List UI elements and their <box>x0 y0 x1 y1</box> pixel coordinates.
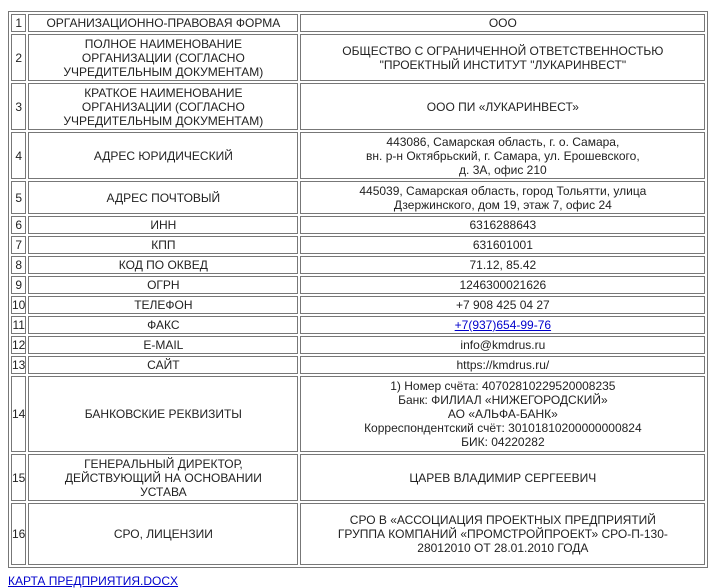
row-label: АДРЕС ЮРИДИЧЕСКИЙ <box>28 132 298 179</box>
table-row <box>11 83 705 130</box>
row-label: ТЕЛЕФОН <box>28 296 298 314</box>
row-value: ЦАРЕВ ВЛАДИМИР СЕРГЕЕВИЧ <box>300 454 705 501</box>
table-row <box>11 376 705 452</box>
row-label: КПП <box>28 236 298 254</box>
row-number: 3 <box>11 83 26 130</box>
row-value: ОБЩЕСТВО С ОГРАНИЧЕННОЙ ОТВЕТСТВЕННОСТЬЮ "ПРОЕКТНЫЙ ИНСТИТУТ "ЛУКАРИНВЕСТ" <box>300 34 705 81</box>
table-row <box>11 236 705 254</box>
row-value: 1246300021626 <box>300 276 705 294</box>
row-number: 11 <box>12 318 25 332</box>
row-value: 1) Номер счёта: 40702810229520008235 Банк: ФИЛИАЛ «НИЖЕГОРОДСКИЙ» АО «АЛЬФА-БАНК» Корреспондентский счёт: 30101810200000000824 БИК: 04220282 <box>300 376 705 452</box>
row-number: 8 <box>11 256 26 274</box>
row-value <box>300 316 705 334</box>
table-row <box>11 14 705 32</box>
company-details-table <box>8 11 708 568</box>
table-row <box>11 34 705 81</box>
row-number: 16 <box>11 503 26 565</box>
row-value: 631601001 <box>300 236 705 254</box>
row-label: ОГРН <box>28 276 298 294</box>
row-label: ФАКС <box>28 316 298 334</box>
table-row <box>11 181 705 214</box>
company-card-download-link[interactable]: КАРТА ПРЕДПРИЯТИЯ.DOCX <box>8 574 179 588</box>
table-row <box>11 503 705 565</box>
row-value: 443086, Самарская область, г. о. Самара, вн. р-н Октябрьский, г. Самара, ул. Ерошевского, д. 3А, офис 210 <box>300 132 705 179</box>
row-value: ООО ПИ «ЛУКАРИНВЕСТ» <box>300 83 705 130</box>
table-row <box>11 256 705 274</box>
row-number: 7 <box>11 236 26 254</box>
table-row <box>11 454 705 501</box>
row-number: 5 <box>11 181 26 214</box>
row-number: 9 <box>11 276 26 294</box>
row-number: 14 <box>11 376 26 452</box>
row-label: КРАТКОЕ НАИМЕНОВАНИЕ ОРГАНИЗАЦИИ (СОГЛАСНО УЧРЕДИТЕЛЬНЫМ ДОКУМЕНТАМ) <box>28 83 298 130</box>
row-number: 10 <box>12 298 26 312</box>
row-number: 1 <box>11 14 26 32</box>
row-value: info@kmdrus.ru <box>300 336 705 354</box>
row-label: АДРЕС ПОЧТОВЫЙ <box>28 181 298 214</box>
row-number: 6 <box>11 216 26 234</box>
row-value: 445039, Самарская область, город Тольятти, улица Дзержинского, дом 19, этаж 7, офис 24 <box>300 181 705 214</box>
row-number: 4 <box>11 132 26 179</box>
row-value: +7 908 425 04 27 <box>300 296 705 314</box>
table-row <box>11 356 705 374</box>
row-label: E-MAIL <box>28 336 298 354</box>
row-label: БАНКОВСКИЕ РЕКВИЗИТЫ <box>28 376 298 452</box>
table-row <box>11 296 705 314</box>
table-row <box>11 336 705 354</box>
table-row <box>11 316 705 334</box>
fax-phone-link[interactable]: +7(937)654-99-76 <box>454 318 552 332</box>
row-value: 6316288643 <box>300 216 705 234</box>
row-number: 13 <box>12 358 26 372</box>
row-label: СРО, ЛИЦЕНЗИИ <box>28 503 298 565</box>
table-row <box>11 132 705 179</box>
row-value: ООО <box>300 14 705 32</box>
row-label: КОД ПО ОКВЕД <box>28 256 298 274</box>
row-label: ИНН <box>28 216 298 234</box>
table-row <box>11 276 705 294</box>
row-label: ОРГАНИЗАЦИОННО-ПРАВОВАЯ ФОРМА <box>28 14 298 32</box>
row-value: СРО В «АССОЦИАЦИЯ ПРОЕКТНЫХ ПРЕДПРИЯТИЙ ГРУППА КОМПАНИЙ «ПРОМСТРОЙПРОЕКТ» СРО-П-130- 28012010 ОТ 28.01.2010 ГОДА <box>300 503 705 565</box>
row-number: 15 <box>11 454 26 501</box>
row-number: 2 <box>11 34 26 81</box>
row-number: 12 <box>12 338 26 352</box>
row-label: ГЕНЕРАЛЬНЫЙ ДИРЕКТОР, ДЕЙСТВУЮЩИЙ НА ОСНОВАНИИ УСТАВА <box>28 454 298 501</box>
row-value: 71.12, 85.42 <box>300 256 705 274</box>
row-label: САЙТ <box>28 356 298 374</box>
row-label: ПОЛНОЕ НАИМЕНОВАНИЕ ОРГАНИЗАЦИИ (СОГЛАСНО УЧРЕДИТЕЛЬНЫМ ДОКУМЕНТАМ) <box>28 34 298 81</box>
row-value: https://kmdrus.ru/ <box>300 356 705 374</box>
table-row <box>11 216 705 234</box>
